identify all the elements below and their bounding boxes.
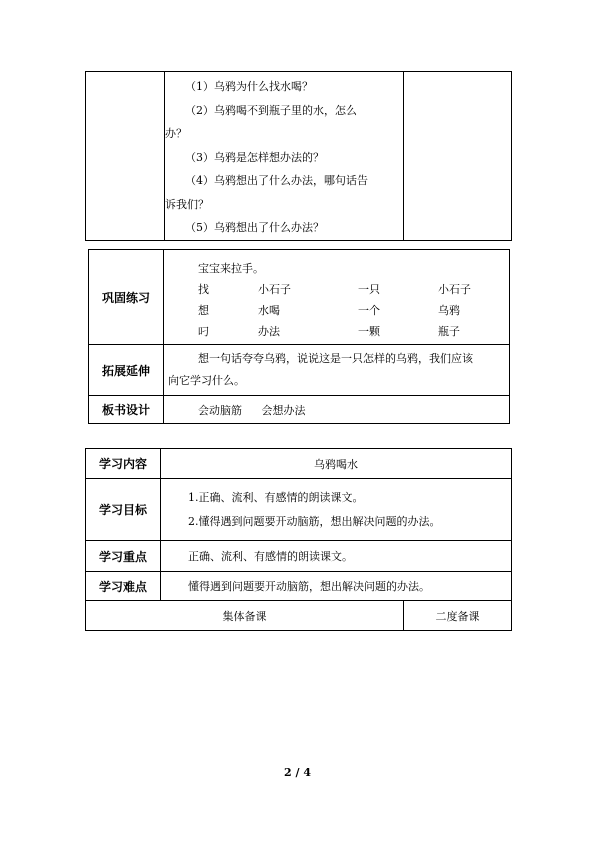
question-3: （3）乌鸦是怎样想办法的？ xyxy=(185,150,324,164)
goal-cell xyxy=(161,479,512,541)
practice-grid xyxy=(164,279,509,342)
questions-table xyxy=(85,71,512,241)
second-label: 二度备课 xyxy=(404,601,512,631)
grid-cell: 小石子 xyxy=(438,283,471,296)
question-5: （5）乌鸦想出了什么办法？ xyxy=(185,221,324,234)
board-label: 板书设计 xyxy=(89,396,164,424)
grid-cell: 一只 xyxy=(358,283,380,296)
practice-table xyxy=(88,249,510,424)
grid-cell: 办法 xyxy=(258,325,280,338)
key-label: 学习重点 xyxy=(86,541,161,572)
question-4: （4）乌鸦想出了什么办法，哪句话告 xyxy=(185,174,368,187)
board-item-2: 会想办法 xyxy=(261,403,306,417)
grid-cell: 找 xyxy=(198,283,209,296)
goal-2: 2.懂得遇到问题要开动脑筋，想出解决问题的办法。 xyxy=(188,514,441,528)
extend-line-1: 想一句话夸夸乌鸦，说说这是一只怎样的乌鸦，我们应该 xyxy=(198,352,473,365)
extend-label: 拓展延伸 xyxy=(89,345,164,396)
question-1: （1）乌鸦为什么找水喝？ xyxy=(185,80,313,93)
collective-label: 集体备课 xyxy=(86,601,404,631)
practice-label: 巩固练习 xyxy=(89,250,164,345)
grid-cell: 小石子 xyxy=(258,283,291,296)
practice-intro: 宝宝来拉手。 xyxy=(198,262,264,275)
grid-cell: 乌鸦 xyxy=(438,304,460,317)
difficult-label: 学习难点 xyxy=(86,572,161,601)
question-2-cont: 办？ xyxy=(165,127,187,140)
difficult-value: 懂得遇到问题要开动脑筋，想出解决问题的办法。 xyxy=(161,572,512,601)
board-item-1: 会动脑筋 xyxy=(198,403,242,417)
goal-1: 1.正确、流利、有感情的朗读课文。 xyxy=(188,490,364,504)
content-label: 学习内容 xyxy=(86,449,161,479)
page-number: 2 / 4 xyxy=(284,766,311,779)
questions-left-cell xyxy=(86,72,165,241)
grid-cell: 想 xyxy=(198,304,209,317)
content-value: 乌鸦喝水 xyxy=(161,449,512,479)
key-value: 正确、流利、有感情的朗读课文。 xyxy=(161,541,512,572)
goal-label: 学习目标 xyxy=(86,479,161,541)
question-2: （2）乌鸦喝不到瓶子里的水，怎么 xyxy=(185,103,357,117)
study-table xyxy=(85,448,512,631)
question-4-cont: 诉我们？ xyxy=(165,197,209,211)
grid-cell: 一颗 xyxy=(358,325,380,338)
practice-cell xyxy=(164,250,510,345)
board-cell xyxy=(164,396,510,424)
questions-cell xyxy=(165,72,404,241)
extend-cell xyxy=(164,345,510,396)
questions-right-cell xyxy=(404,72,512,241)
grid-cell: 水喝 xyxy=(258,304,280,317)
extend-line-2: 向它学习什么。 xyxy=(168,374,245,387)
grid-cell: 瓶子 xyxy=(438,325,460,338)
grid-cell: 叼 xyxy=(198,325,209,338)
grid-cell: 一个 xyxy=(358,304,380,317)
